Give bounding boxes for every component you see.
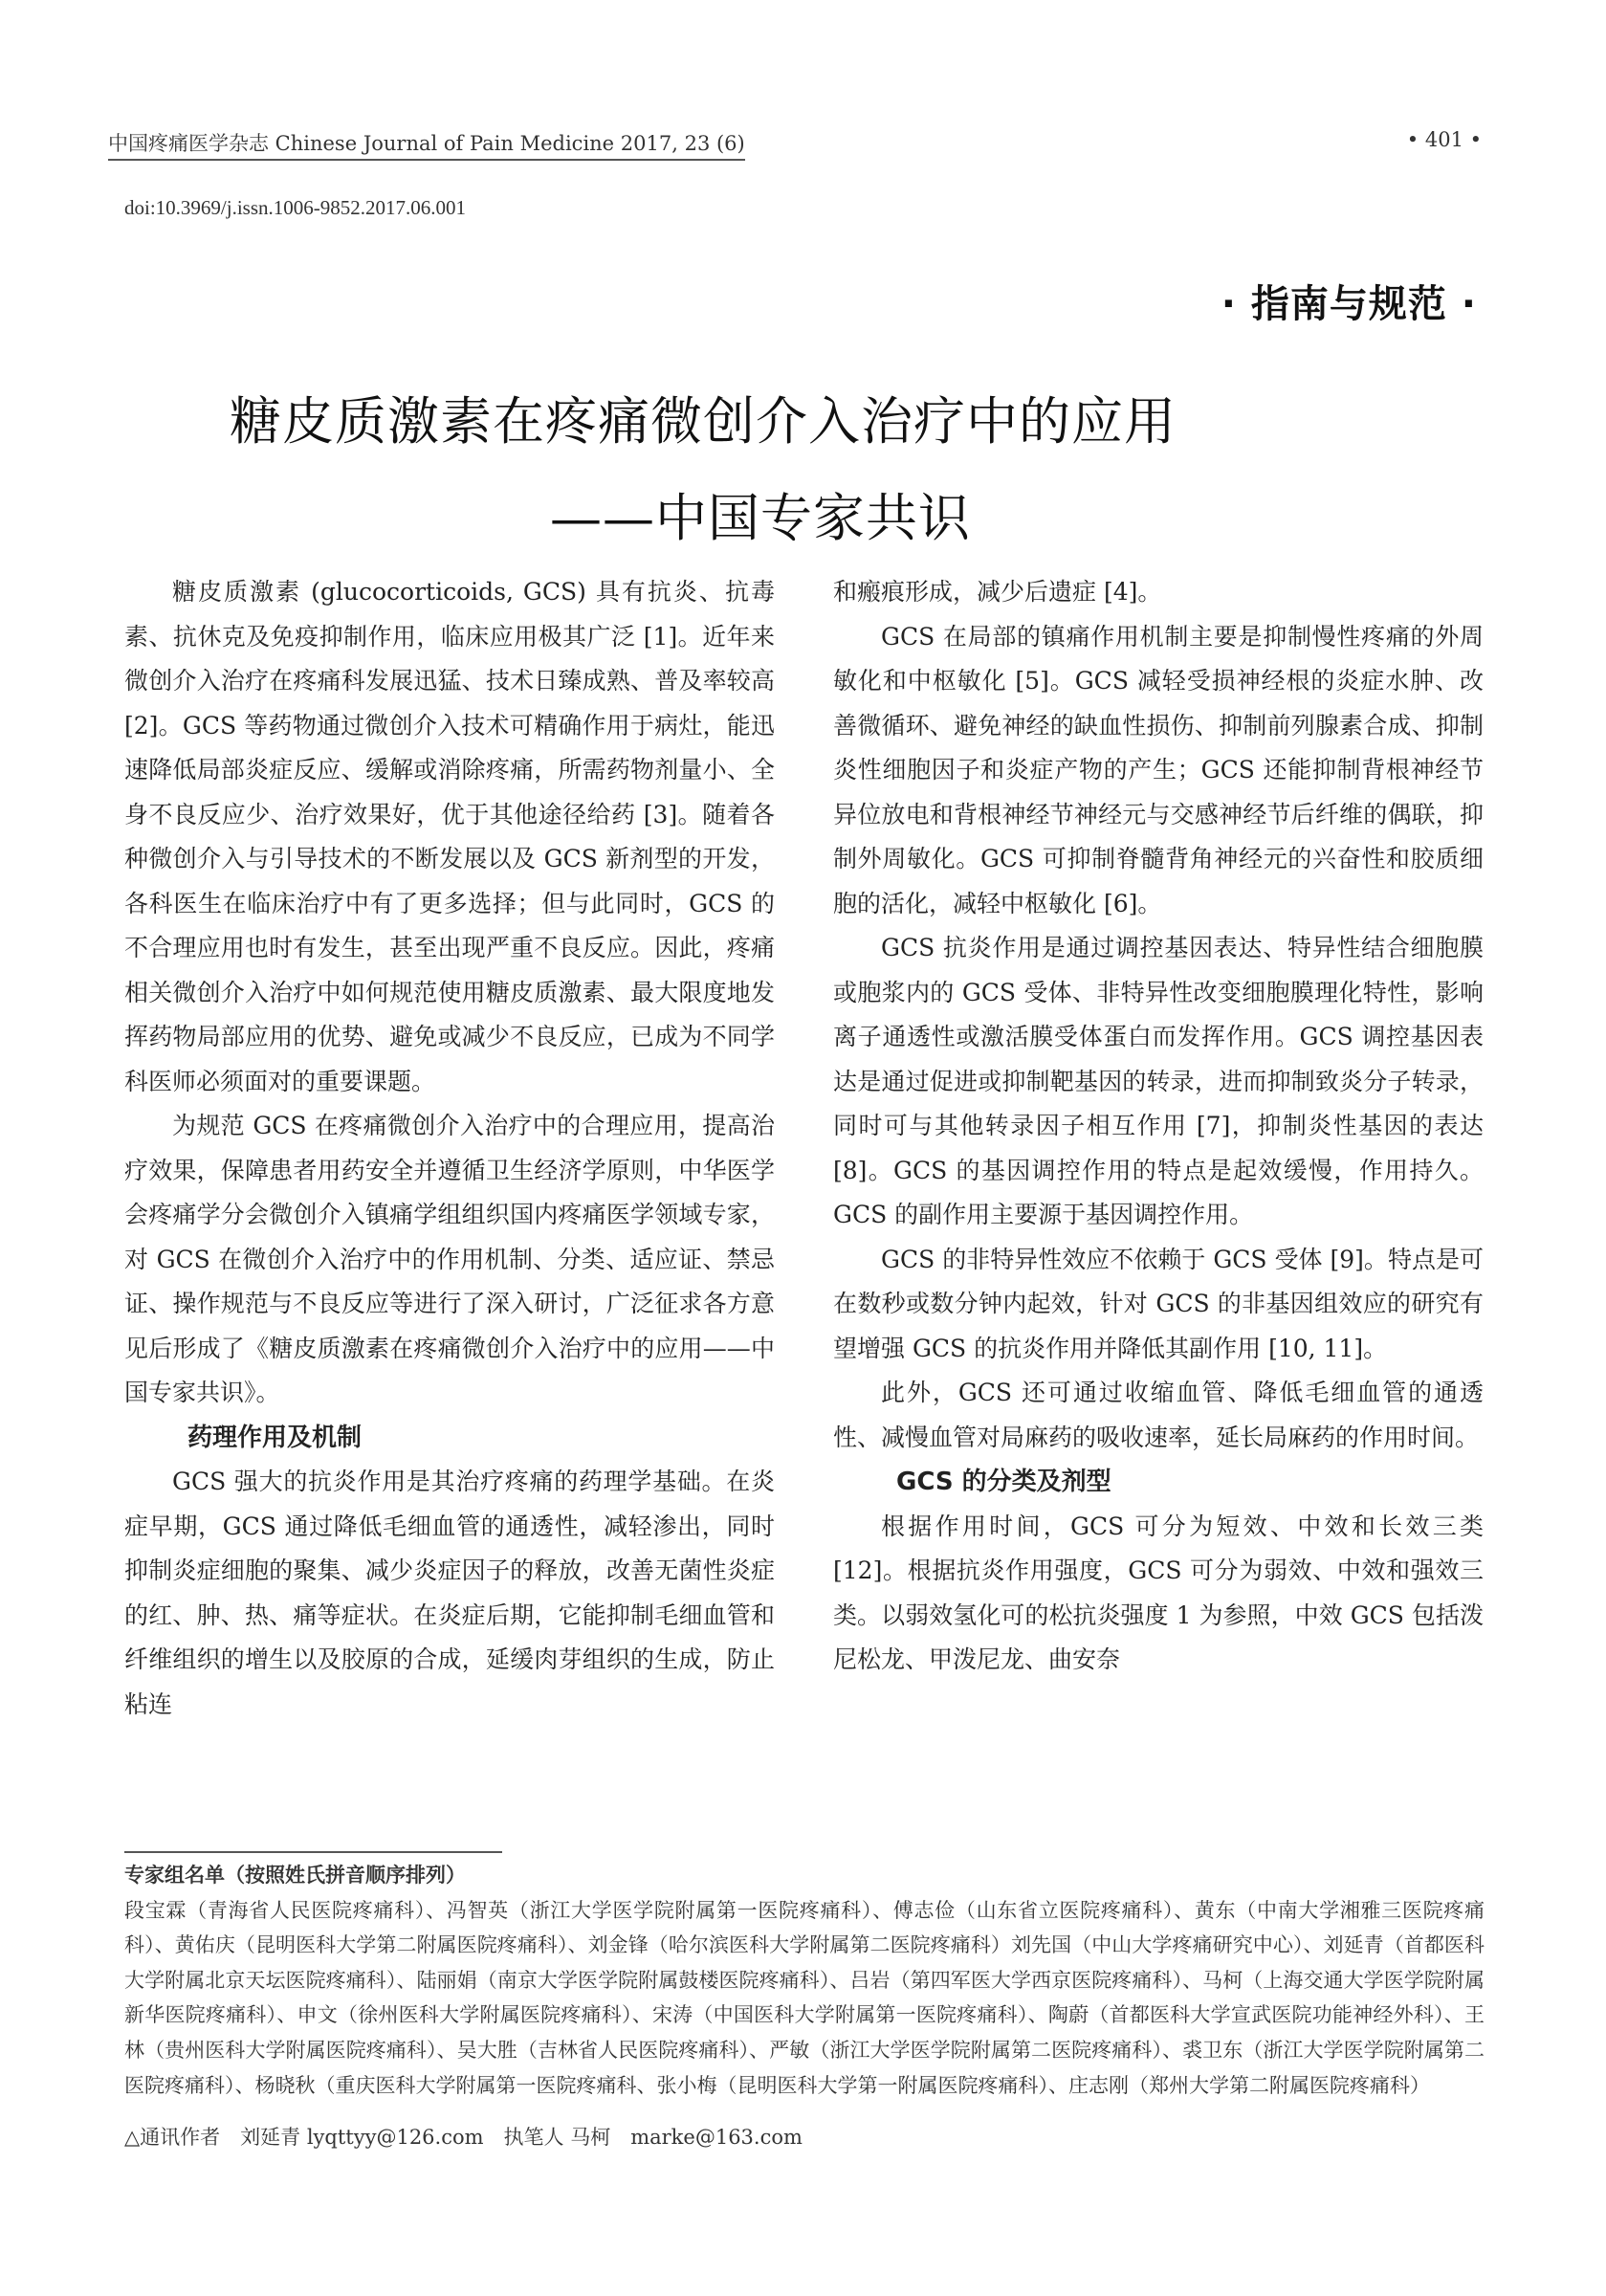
footnote-divider (124, 1851, 502, 1853)
footnote (124, 1858, 1485, 2103)
paragraph: 根据作用时间，GCS 可分为短效、中效和长效三类 [12]。根据抗炎作用强度，GCS 可分为弱效、中效和强效三类。以弱效氢化可的松抗炎强度 1 为参照，中效 GCS 包括泼尼松龙、甲泼尼龙、曲安奈 (833, 1512, 1484, 1673)
left-column (124, 570, 775, 1727)
section-heading: GCS 的分类及剂型 (896, 1468, 1111, 1496)
paragraph: 糖皮质激素 (glucocorticoids, GCS) 具有抗炎、抗毒素、抗休克及免疫抑制作用，临床应用极其广泛 [1]。近年来微创介入治疗在疼痛科发展迅猛、技术日臻成熟、普及率较高 [2]。GCS 等药物通过微创介入技术可精确作用于病灶，能迅速降低局部炎症反应、缓解或消除疼痛，所需药物剂量小、全身不良反应少、治疗效果好，优于其他途径给药 [3]。随着各种微创介入与引导技术的不断发展以及 GCS 新剂型的开发，各科医生在临床治疗中有了更多选择；但与此同时，GCS 的不合理应用也时有发生，甚至出现严重不良反应。因此，疼痛相关微创介入治疗中如何规范使用糖皮质激素、最大限度地发挥药物局部应用的优势、避免或减少不良反应，已成为不同学科医师必须面对的重要课题。 (124, 578, 775, 1095)
expert-list: 段宝霖（青海省人民医院疼痛科）、冯智英（浙江大学医学院附属第一医院疼痛科）、傅志俭（山东省立医院疼痛科）、黄东（中南大学湘雅三医院疼痛科）、黄佑庆（昆明医科大学第二附属医院疼痛科）、刘金锋（哈尔滨医科大学附属第二医院疼痛科）刘先国（中山大学疼痛研究中心）、刘延青（首都医科大学附属北京天坛医院疼痛科）、陆丽娟（南京大学医学院附属鼓楼医院疼痛科）、吕岩（第四军医大学西京医院疼痛科）、马柯（上海交通大学医学院附属新华医院疼痛科）、申文（徐州医科大学附属医院疼痛科）、宋涛（中国医科大学附属第一医院疼痛科）、陶蔚（首都医科大学宣武医院功能神经外科）、王林（贵州医科大学附属医院疼痛科）、吴大胜（吉林省人民医院疼痛科）、严敏（浙江大学医学院附属第二医院疼痛科）、裘卫东（浙江大学医学院附属第二医院疼痛科）、杨晓秋（重庆医科大学附属第一医院疼痛科、张小梅（昆明医科大学第一附属医院疼痛科）、庄志刚（郑州大学第二附属医院疼痛科） (124, 1898, 1485, 2097)
title-block (230, 381, 1330, 551)
corresponding-author: △通讯作者 刘延青 lyqttyy@126.com 执笔人 马柯 marke@163.com (124, 2126, 803, 2149)
section-tag: · 指南与规范 · (1221, 282, 1477, 326)
page-number: • 401 • (1406, 128, 1482, 151)
paragraph: 和瘢痕形成，减少后遗症 [4]。 (833, 578, 1162, 606)
doi[interactable]: doi:10.3969/j.issn.1006-9852.2017.06.001 (124, 196, 467, 219)
paragraph: GCS 的非特异性效应不依赖于 GCS 受体 [9]。特点是可在数秒或数分钟内起效，针对 GCS 的非基因组效应的研究有望增强 GCS 的抗炎作用并降低其副作用 [10, 11]。 (833, 1245, 1484, 1362)
paragraph: GCS 抗炎作用是通过调控基因表达、特异性结合细胞膜或胞浆内的 GCS 受体、非特异性改变细胞膜理化特性，影响离子通透性或激活膜受体蛋白而发挥作用。GCS 调控基因表达是通过促进或抑制靶基因的转录，进而抑制致炎分子转录，同时可与其他转录因子相互作用 [7]，抑制炎性基因的表达 [8]。GCS 的基因调控作用的特点是起效缓慢，作用持久。GCS 的副作用主要源于基因调控作用。 (833, 934, 1484, 1228)
paragraph: GCS 强大的抗炎作用是其治疗疼痛的药理学基础。在炎症早期，GCS 通过降低毛细血管的通透性，减轻渗出，同时抑制炎症细胞的聚集、减少炎症因子的释放，改善无菌性炎症的红、肿、热、痛等症状。在炎症后期，它能抑制毛细血管和纤维组织的增生以及胶原的合成，延缓肉芽组织的生成，防止粘连 (124, 1468, 775, 1718)
footnote-heading: 专家组名单（按照姓氏拼音顺序排列） (124, 1864, 466, 1887)
paragraph: 此外，GCS 还可通过收缩血管、降低毛细血管的通透性、减慢血管对局麻药的吸收速率，延长局麻药的作用时间。 (833, 1379, 1484, 1451)
section-heading: 药理作用及机制 (187, 1423, 363, 1452)
article-title: 糖皮质激素在疼痛微创介入治疗中的应用 (230, 391, 1177, 452)
right-column (833, 570, 1484, 1683)
paragraph: 为规范 GCS 在疼痛微创介入治疗中的合理应用，提高治疗效果，保障患者用药安全并遵循卫生经济学原则，中华医学会疼痛学分会微创介入镇痛学组组织国内疼痛医学领域专家，对 GCS 在微创介入治疗中的作用机制、分类、适应证、禁忌证、操作规范与不良反应等进行了深入研讨，广泛征求各方意见后形成了《糖皮质激素在疼痛微创介入治疗中的应用——中国专家共识》。 (124, 1112, 775, 1406)
article-subtitle: ——中国专家共识 (550, 488, 971, 548)
paragraph: GCS 在局部的镇痛作用机制主要是抑制慢性疼痛的外周敏化和中枢敏化 [5]。GCS 减轻受损神经根的炎症水肿、改善微循环、避免神经的缺血性损伤、抑制前列腺素合成、抑制炎性细胞因子和炎症产物的产生；GCS 还能抑制背根神经节异位放电和背根神经节神经元与交感神经节后纤维的偶联，抑制外周敏化。GCS 可抑制脊髓背角神经元的兴奋性和胶质细胞的活化，减轻中枢敏化 [6]。 (833, 622, 1484, 917)
running-head: 中国疼痛医学杂志 Chinese Journal of Pain Medicine 2017, 23 (6) (108, 128, 745, 161)
